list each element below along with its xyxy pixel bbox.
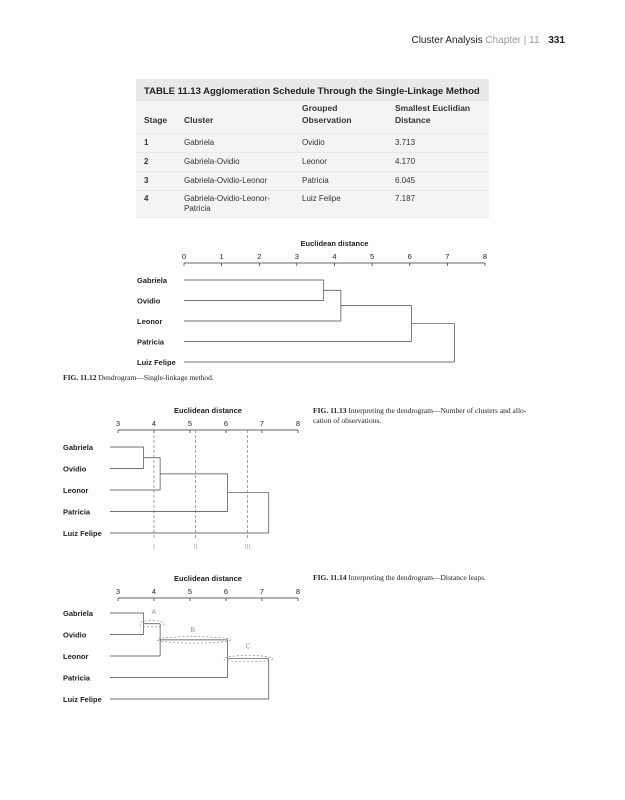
leaf-label: Gabriela (63, 443, 94, 452)
x-tick-label: 6 (223, 419, 229, 428)
x-tick-label: 6 (407, 252, 412, 261)
cell-grouped: Ovidio (302, 138, 325, 147)
page-number: 331 (548, 35, 565, 46)
x-tick-label: 1 (219, 252, 224, 261)
x-tick-label: 4 (151, 419, 157, 428)
axis-title: Euclidean distance (300, 239, 369, 248)
cell-cluster-continued: Patricia (184, 204, 211, 213)
x-tick-label: 7 (445, 252, 450, 261)
caption-label: FIG. 11.13 (313, 406, 347, 415)
header-cluster: Cluster (184, 115, 214, 125)
x-tick-label: 0 (181, 252, 187, 261)
running-head-section: Cluster Analysis (411, 35, 483, 46)
x-tick-label: 8 (482, 252, 488, 261)
dendrogram-distance-leaps (0, 568, 310, 713)
header-distance-2: Distance (395, 115, 431, 125)
cell-grouped: Leonor (302, 157, 327, 166)
leaf-label: Ovidio (137, 296, 161, 306)
cell-distance: 3.713 (395, 138, 416, 147)
x-tick-label: 7 (259, 419, 265, 428)
x-tick-label: 4 (151, 587, 157, 596)
table-title: TABLE 11.13 Agglomeration Schedule Through the Single-Linkage Method (144, 86, 480, 97)
x-tick-label: 3 (294, 252, 299, 261)
cell-cluster: Gabriela-Ovidio-Leonor (184, 176, 268, 185)
distance-leap-label: C (245, 643, 251, 651)
axis-title: Euclidean distance (174, 574, 242, 583)
leaf-label: Leonor (63, 486, 89, 495)
x-tick-label: 8 (295, 587, 301, 596)
x-tick-label: 3 (115, 419, 121, 428)
running-head-separator: | (523, 35, 527, 46)
table-row (136, 134, 489, 152)
caption-text-line-2: cation of observations. (313, 416, 382, 425)
x-tick-label: 3 (115, 587, 121, 596)
caption-label: FIG. 11.12 (63, 373, 97, 382)
header-grouped-2: Observation (302, 115, 352, 125)
cell-stage: 4 (144, 194, 149, 203)
leaf-label: Luiz Felipe (63, 529, 102, 538)
table-row (136, 172, 489, 190)
distance-leap-label: A (151, 608, 157, 616)
cell-cluster: Gabriela (184, 138, 215, 147)
figure-11-13-caption (313, 406, 565, 426)
cell-stage: 3 (144, 176, 149, 185)
cell-stage: 1 (144, 138, 149, 147)
x-tick-label: 5 (370, 252, 375, 261)
agglomeration-table (136, 79, 489, 218)
x-tick-label: 8 (295, 419, 301, 428)
leaf-label: Patricia (63, 507, 91, 517)
table-row (136, 153, 489, 171)
figure-11-12-caption (63, 373, 214, 382)
dendrogram-single-linkage (0, 230, 625, 380)
leaf-label: Luiz Felipe (63, 695, 102, 704)
cell-grouped: Patricia (302, 176, 329, 185)
caption-text: Dendrogram—Single-linkage method. (98, 373, 214, 382)
x-tick-label: 5 (187, 587, 193, 596)
cut-label: III (244, 544, 251, 551)
cut-label: II (193, 544, 198, 551)
cell-distance: 7.187 (395, 194, 416, 203)
x-tick-label: 6 (223, 587, 229, 596)
leaf-label: Leonor (63, 652, 89, 661)
cell-distance: 6.045 (395, 176, 416, 185)
axis-title: Euclidean distance (174, 406, 242, 415)
x-tick-label: 7 (259, 587, 265, 596)
cell-cluster: Gabriela-Ovidio-Leonor- (184, 194, 270, 203)
header-grouped-1: Grouped (302, 103, 338, 113)
leaf-label: Luiz Felipe (137, 358, 176, 367)
leaf-label: Ovidio (63, 630, 87, 640)
header-distance-1: Smallest Euclidian (395, 103, 471, 113)
running-head-chapter-label: Chapter (485, 35, 521, 46)
cell-grouped: Luiz Felipe (302, 194, 341, 203)
leaf-label: Patricia (63, 673, 91, 683)
leaf-label: Patricia (137, 337, 165, 347)
cut-label: I (153, 544, 155, 551)
table-row (136, 191, 489, 217)
running-head-chapter-number: 11 (529, 35, 540, 46)
caption-text: Interpreting the dendrogram—Distance leaps. (348, 573, 486, 582)
figure-11-14-caption (313, 573, 486, 582)
leaf-label: Gabriela (63, 609, 94, 618)
table-header-row (136, 101, 489, 133)
dendrogram-number-of-clusters (0, 400, 310, 560)
caption-label: FIG. 11.14 (313, 573, 347, 582)
distance-leap-label: B (190, 626, 196, 634)
cell-cluster: Gabriela-Ovidio (184, 157, 240, 166)
header-stage: Stage (144, 115, 168, 125)
x-tick-label: 5 (187, 419, 193, 428)
leaf-label: Ovidio (63, 464, 87, 474)
x-tick-label: 2 (257, 252, 262, 261)
caption-text-line-1: Interpreting the dendrogram—Number of clusters and allo- (348, 406, 527, 415)
leaf-label: Gabriela (137, 276, 168, 285)
cell-stage: 2 (144, 157, 149, 166)
x-tick-label: 4 (332, 252, 337, 261)
running-head (411, 35, 565, 46)
cell-distance: 4.170 (395, 157, 416, 166)
leaf-label: Leonor (137, 317, 163, 326)
